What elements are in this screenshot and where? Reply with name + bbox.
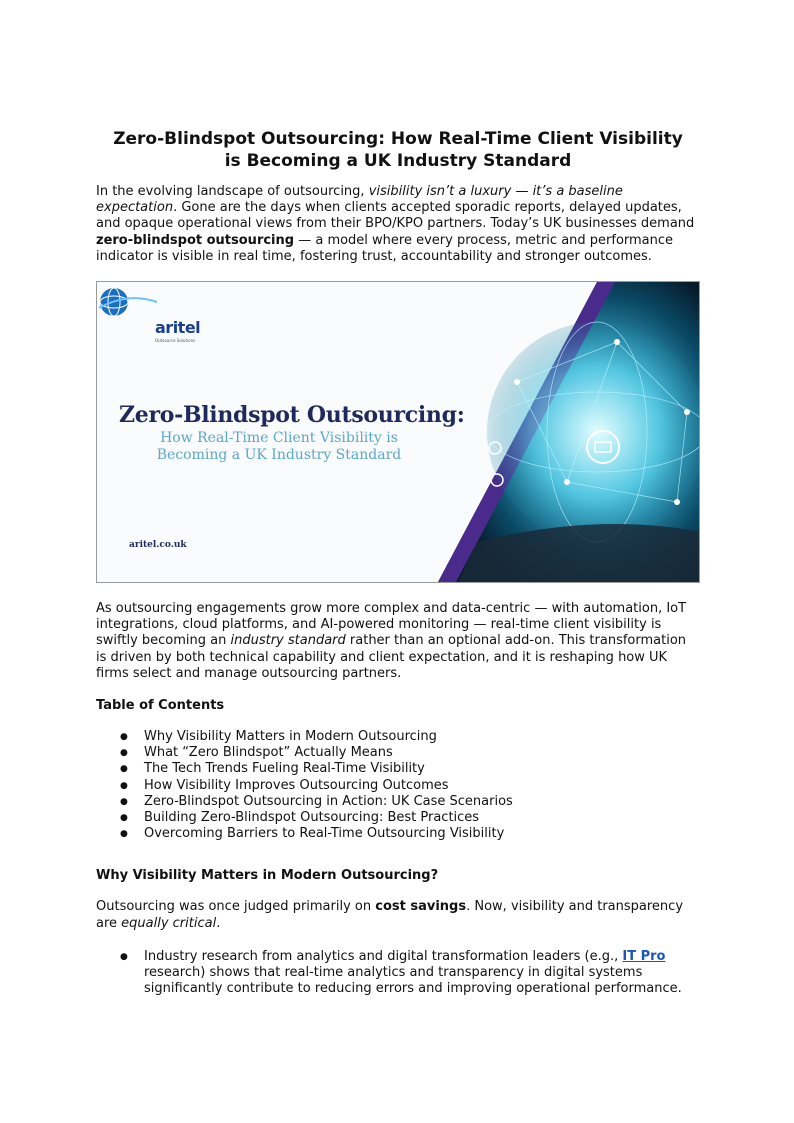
intro-emphasis: visibility isn’t a luxury — it’s a baseline expectation bbox=[96, 184, 623, 216]
bullet-item bbox=[96, 949, 700, 998]
bullet-text-2: research) shows that real-time analytics and transparency in digital systems significantly contribute to reducing errors and improving operational performance. bbox=[144, 965, 682, 997]
toc-item: ● The Tech Trends Fueling Real-Time Visibility bbox=[96, 761, 700, 777]
section-heading: Why Visibility Matters in Modern Outsourcing? bbox=[96, 868, 439, 884]
toc-item: ● Zero-Blindspot Outsourcing in Action: UK Case Scenarios bbox=[96, 794, 700, 810]
context-paragraph bbox=[96, 601, 700, 682]
toc-item: ● Building Zero-Blindspot Outsourcing: Best Practices bbox=[96, 810, 700, 826]
intro-paragraph bbox=[96, 184, 700, 265]
document-page bbox=[96, 128, 700, 997]
aritel-tagline: Outsource Solutions bbox=[155, 338, 196, 344]
title-line-2: is Becoming a UK Industry Standard bbox=[224, 151, 572, 171]
section-paragraph bbox=[96, 899, 700, 931]
intro-text-3: — a model where every process, metric and performance indicator is visible in real time, fostering trust, accountability and stronger outcomes. bbox=[96, 232, 674, 264]
aritel-globe-icon bbox=[97, 282, 167, 322]
globe-shape bbox=[487, 322, 700, 542]
context-emphasis: industry standard bbox=[230, 633, 346, 649]
toc-heading: Table of Contents bbox=[96, 698, 225, 714]
toc-item: ● How Visibility Improves Outsourcing Outcomes bbox=[96, 778, 700, 794]
table-of-contents bbox=[96, 729, 700, 842]
context-text-2: rather than an optional add-on. This transformation is driven by both technical capability and client expectation, and it is reshaping how UK firms select and manage outsourcing partners. bbox=[96, 633, 687, 681]
title-line-1: Zero-Blindspot Outsourcing: How Real-Time Client Visibility bbox=[113, 129, 683, 149]
toc-item: ● Why Visibility Matters in Modern Outsourcing bbox=[96, 729, 700, 745]
banner-subtitle-line-2: Becoming a UK Industry Standard bbox=[156, 447, 402, 464]
section-text-1: Outsourcing was once judged primarily on bbox=[96, 899, 376, 915]
aritel-logo: aritel bbox=[155, 318, 201, 338]
hero-banner-image bbox=[96, 281, 700, 583]
section-bold: cost savings bbox=[375, 899, 467, 915]
intro-text-1: In the evolving landscape of outsourcing, bbox=[96, 184, 369, 199]
section-text-3: . bbox=[216, 915, 221, 931]
section-text-2: . Now, visibility and transparency are bbox=[96, 899, 684, 931]
context-text-1: As outsourcing engagements grow more complex and data-centric — with automation, IoT integrations, cloud platforms, and AI-powered monitoring — real-time client visibility is swiftly becoming an bbox=[96, 601, 687, 649]
intro-bold: zero-blindspot outsourcing bbox=[96, 232, 295, 248]
toc-item: ● Overcoming Barriers to Real-Time Outsourcing Visibility bbox=[96, 826, 700, 842]
section-bullets bbox=[96, 949, 700, 998]
banner-title: Zero-Blindspot Outsourcing: bbox=[119, 402, 465, 429]
it-pro-link[interactable]: IT Pro bbox=[622, 948, 666, 964]
bullet-text-1: Industry research from analytics and digital transformation leaders (e.g., bbox=[144, 948, 623, 964]
banner-subtitle bbox=[119, 430, 439, 464]
banner-url: aritel.co.uk bbox=[129, 540, 187, 551]
section-emphasis: equally critical bbox=[121, 915, 217, 931]
page-title bbox=[96, 128, 700, 172]
toc-item: ● What “Zero Blindspot” Actually Means bbox=[96, 745, 700, 761]
banner-subtitle-line-1: How Real-Time Client Visibility is bbox=[160, 430, 398, 447]
intro-text-2: . Gone are the days when clients accepted sporadic reports, delayed updates, and opaque operational views from their BPO/KPO partners. Today’s UK businesses demand bbox=[96, 200, 695, 232]
